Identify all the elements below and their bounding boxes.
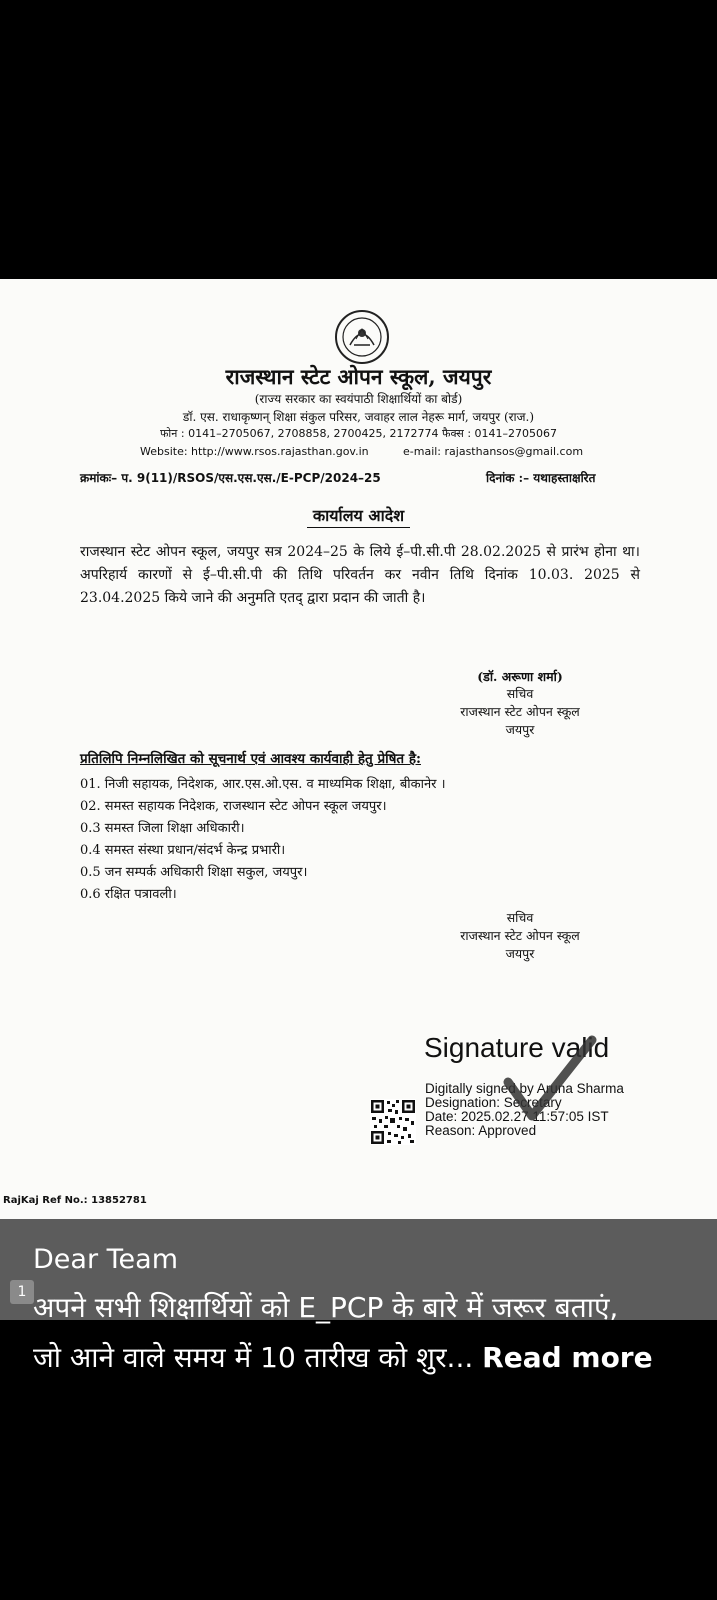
document-image[interactable] [0, 279, 717, 1219]
reference-number: क्रमांकः– प. 9(11)/RSOS/एस.एस.एस./E-PCP/2024–25 [80, 471, 381, 485]
signature-reason: Reason: Approved [425, 1123, 537, 1138]
signature-designation: Designation: Secretary [425, 1095, 562, 1110]
signatory-role: सचिव [506, 686, 534, 701]
copy-heading: प्रतिलिपि निम्नलिखित को सूचनार्थ एवं आवश्य कार्यवाही हेतु प्रेषित है: [80, 751, 421, 767]
signatory2-organization: राजस्थान स्टेट ओपन स्कूल [460, 928, 580, 943]
caption-text: जो आने वाले समय में 10 तारीख को शुर... [33, 1341, 474, 1374]
signatory-organization: राजस्थान स्टेट ओपन स्कूल [460, 704, 580, 719]
caption-line-with-more [33, 1338, 653, 1376]
signatory-city: जयपुर [505, 722, 535, 737]
signature-signed-by: Digitally signed by Aruna Sharma [425, 1081, 624, 1096]
signatory-name: (डॉ. अरूणा शर्मा) [477, 669, 563, 684]
rsos-emblem-icon [334, 309, 390, 365]
signature-check-icon [500, 1034, 600, 1129]
org-address: डॉ. एस. राधाकृष्णन् शिक्षा संकुल परिसर, जवाहर लाल नेहरू मार्ग, जयपुर (राज.) [182, 410, 535, 424]
rajkaj-ref: RajKaj Ref No.: 13852781 [3, 1195, 147, 1206]
copy-list-item: 02. समस्त सहायक निदेशक, राजस्थान स्टेट ओपन स्कूल जयपुर। [80, 799, 387, 814]
org-subtitle: (राज्य सरकार का स्वयंपाठी शिक्षार्थियों का बोर्ड) [254, 392, 463, 406]
signature-valid-title: Signature valid [424, 1032, 610, 1063]
order-heading [0, 504, 717, 526]
org-phone: फोन : 0141–2705067, 2708858, 2700425, 2172774 फैक्स : 0141–2705067 [159, 427, 558, 440]
signature-date: Date: 2025.02.27 11:57:05 IST [425, 1109, 609, 1124]
order-heading-text: कार्यालय आदेश [307, 506, 410, 528]
copy-list-item: 0.3 समस्त जिला शिक्षा अधिकारी। [80, 821, 245, 836]
org-website: Website: http://www.rsos.rajasthan.gov.in [140, 445, 369, 458]
signatory2-city: जयपुर [505, 946, 535, 961]
signatory2-role: सचिव [506, 910, 534, 925]
copy-list-item: 01. निजी सहायक, निदेशक, आर.एस.ओ.एस. व माध्यमिक शिक्षा, बीकानेर । [80, 777, 446, 792]
reference-date: दिनांक :– यथाहस्ताक्षरित [486, 471, 596, 485]
copy-list-item: 0.4 समस्त संस्था प्रधान/संदर्भ केन्द्र प्रभारी। [80, 843, 286, 858]
caption-line: अपने सभी शिक्षार्थियों को E_PCP के बारे में जरूर बताएं, [33, 1291, 619, 1324]
copy-list-item: 0.6 रक्षित पत्रावली। [80, 887, 177, 902]
read-more-link[interactable]: Read more [482, 1341, 653, 1374]
caption-greeting: Dear Team [33, 1244, 178, 1275]
org-title: राजस्थान स्टेट ओपन स्कूल, जयपुर [225, 364, 492, 389]
photo-count-badge: 1 [10, 1280, 34, 1304]
order-body: राजस्थान स्टेट ओपन स्कूल, जयपुर सत्र 2024–25 के लिये ई–पी.सी.पी 28.02.2025 से प्रारंभ होना था। अपरिहार्य कारणों से ई–पी.सी.पी की तिथि परिवर्तन कर नवीन तिथि दिनांक 10.03. 2025 से 23.04.2025 किये जाने की अनुमति एतद् द्वारा प्रदान की जाती है। [80, 544, 640, 606]
qr-code-icon [370, 1099, 416, 1145]
copy-list-item: 0.5 जन सम्पर्क अधिकारी शिक्षा सकुल, जयपुर। [80, 865, 308, 880]
org-email: e-mail: rajasthansos@gmail.com [403, 445, 584, 458]
